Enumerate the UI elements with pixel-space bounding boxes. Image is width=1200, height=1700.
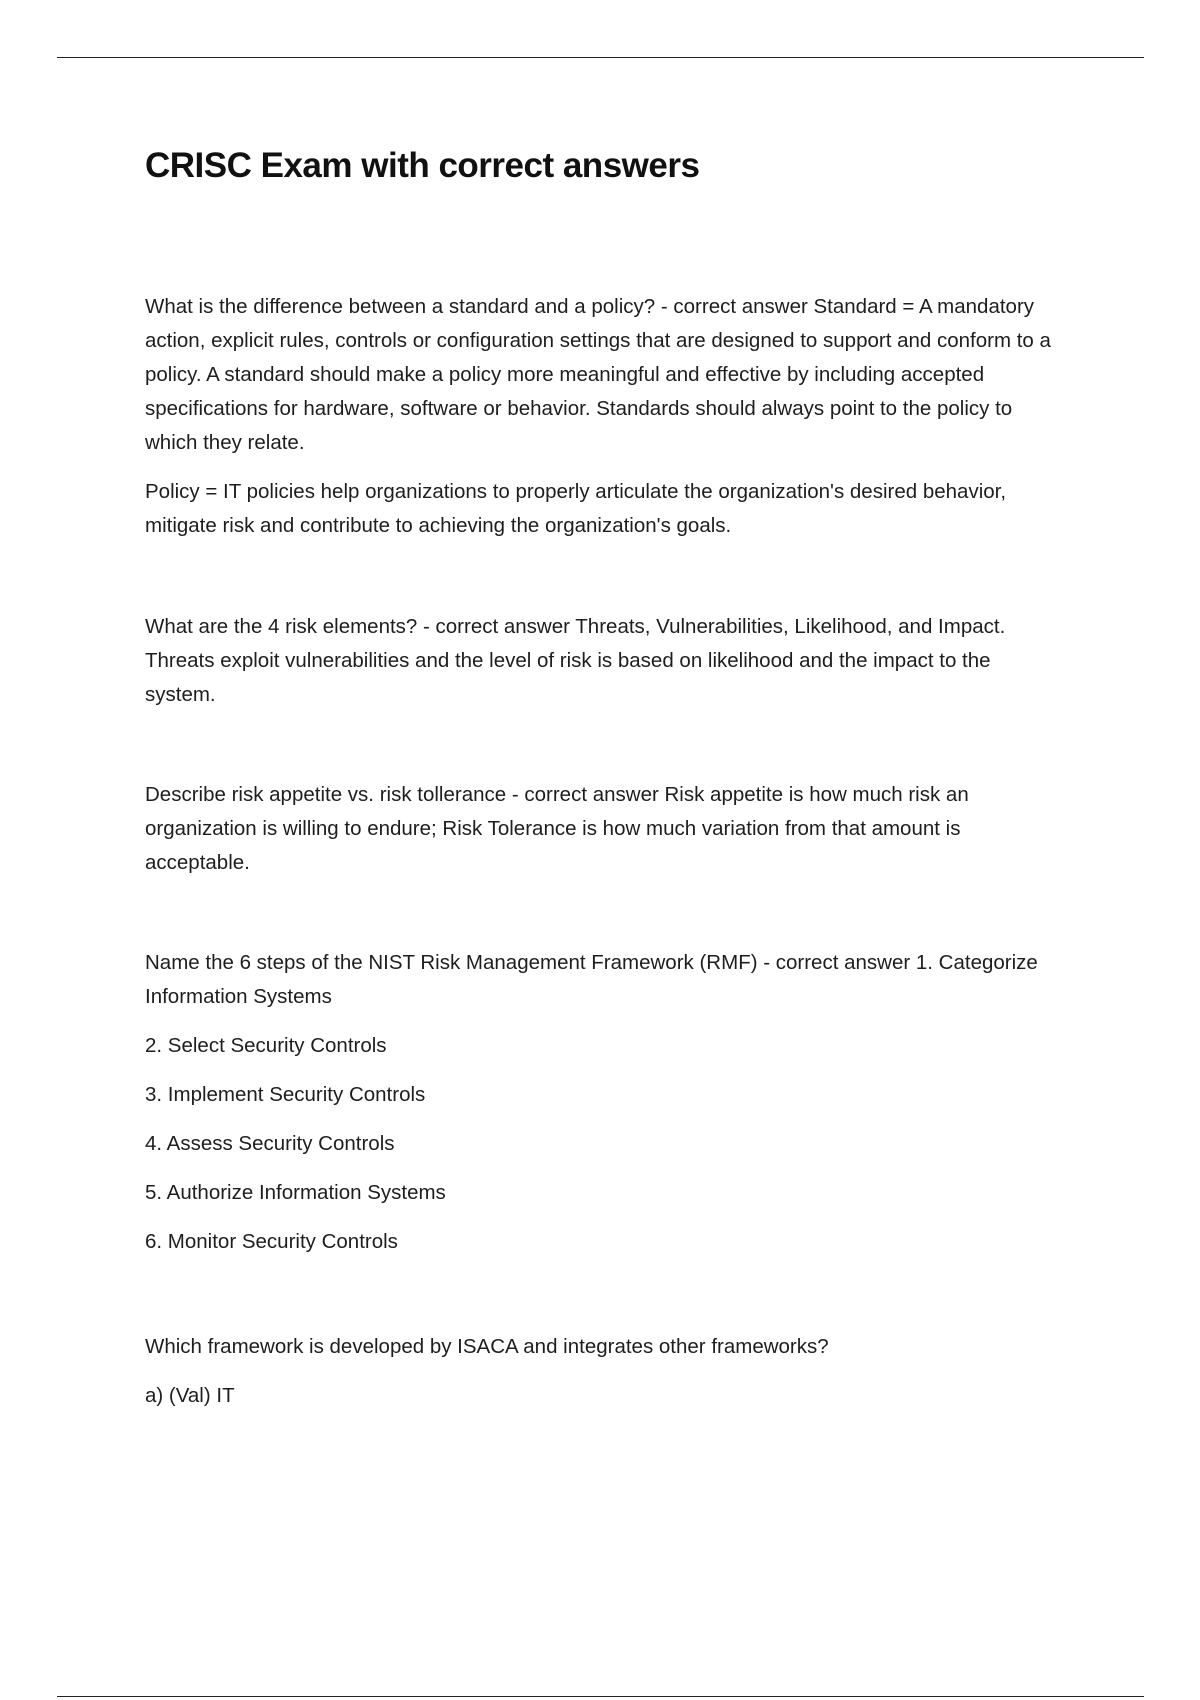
rmf-step: 3. Implement Security Controls (145, 1083, 426, 1106)
document-title: CRISC Exam with correct answers (145, 146, 700, 185)
footer-rule (57, 1696, 1144, 1697)
answer-option: a) (Val) IT (145, 1384, 235, 1407)
question-text: Which framework is developed by ISACA and integrates other frameworks? (145, 1335, 829, 1358)
qa-item-nist-rmf (145, 946, 1065, 1259)
rmf-step: 6. Monitor Security Controls (145, 1230, 398, 1253)
document-body (145, 145, 1065, 1407)
qa-item-risk-appetite (145, 778, 1065, 880)
rmf-step: 2. Select Security Controls (145, 1034, 387, 1057)
qa-item-isaca-framework (145, 1330, 1065, 1413)
qa-item-risk-elements (145, 610, 1065, 712)
rmf-step: 5. Authorize Information Systems (145, 1181, 446, 1204)
question-answer-text: Name the 6 steps of the NIST Risk Management Framework (RMF) - correct answer 1. Categorize Information Systems (145, 951, 1038, 1008)
question-answer-text: What are the 4 risk elements? - correct answer Threats, Vulnerabilities, Likelihood, and Impact. Threats exploit vulnerabilities and the level of risk is based on likelihood and the impact to the system. (145, 615, 1006, 706)
answer-continuation: Policy = IT policies help organizations to properly articulate the organization's desired behavior, mitigate risk and contribute to achieving the organization's goals. (145, 480, 1007, 537)
question-answer-text: What is the difference between a standard and a policy? - correct answer Standard = A mandatory action, explicit rules, controls or configuration settings that are designed to support and conform to a policy. A standard should make a policy more meaningful and effective by including accepted specifications for hardware, software or behavior. Standards should always point to the policy to which they relate. (145, 295, 1051, 454)
rmf-step: 4. Assess Security Controls (145, 1132, 395, 1155)
header-rule (57, 57, 1144, 58)
qa-item-standard-vs-policy (145, 290, 1065, 543)
question-answer-text: Describe risk appetite vs. risk tollerance - correct answer Risk appetite is how much risk an organization is willing to endure; Risk Tolerance is how much variation from that amount is acceptable. (145, 783, 969, 874)
